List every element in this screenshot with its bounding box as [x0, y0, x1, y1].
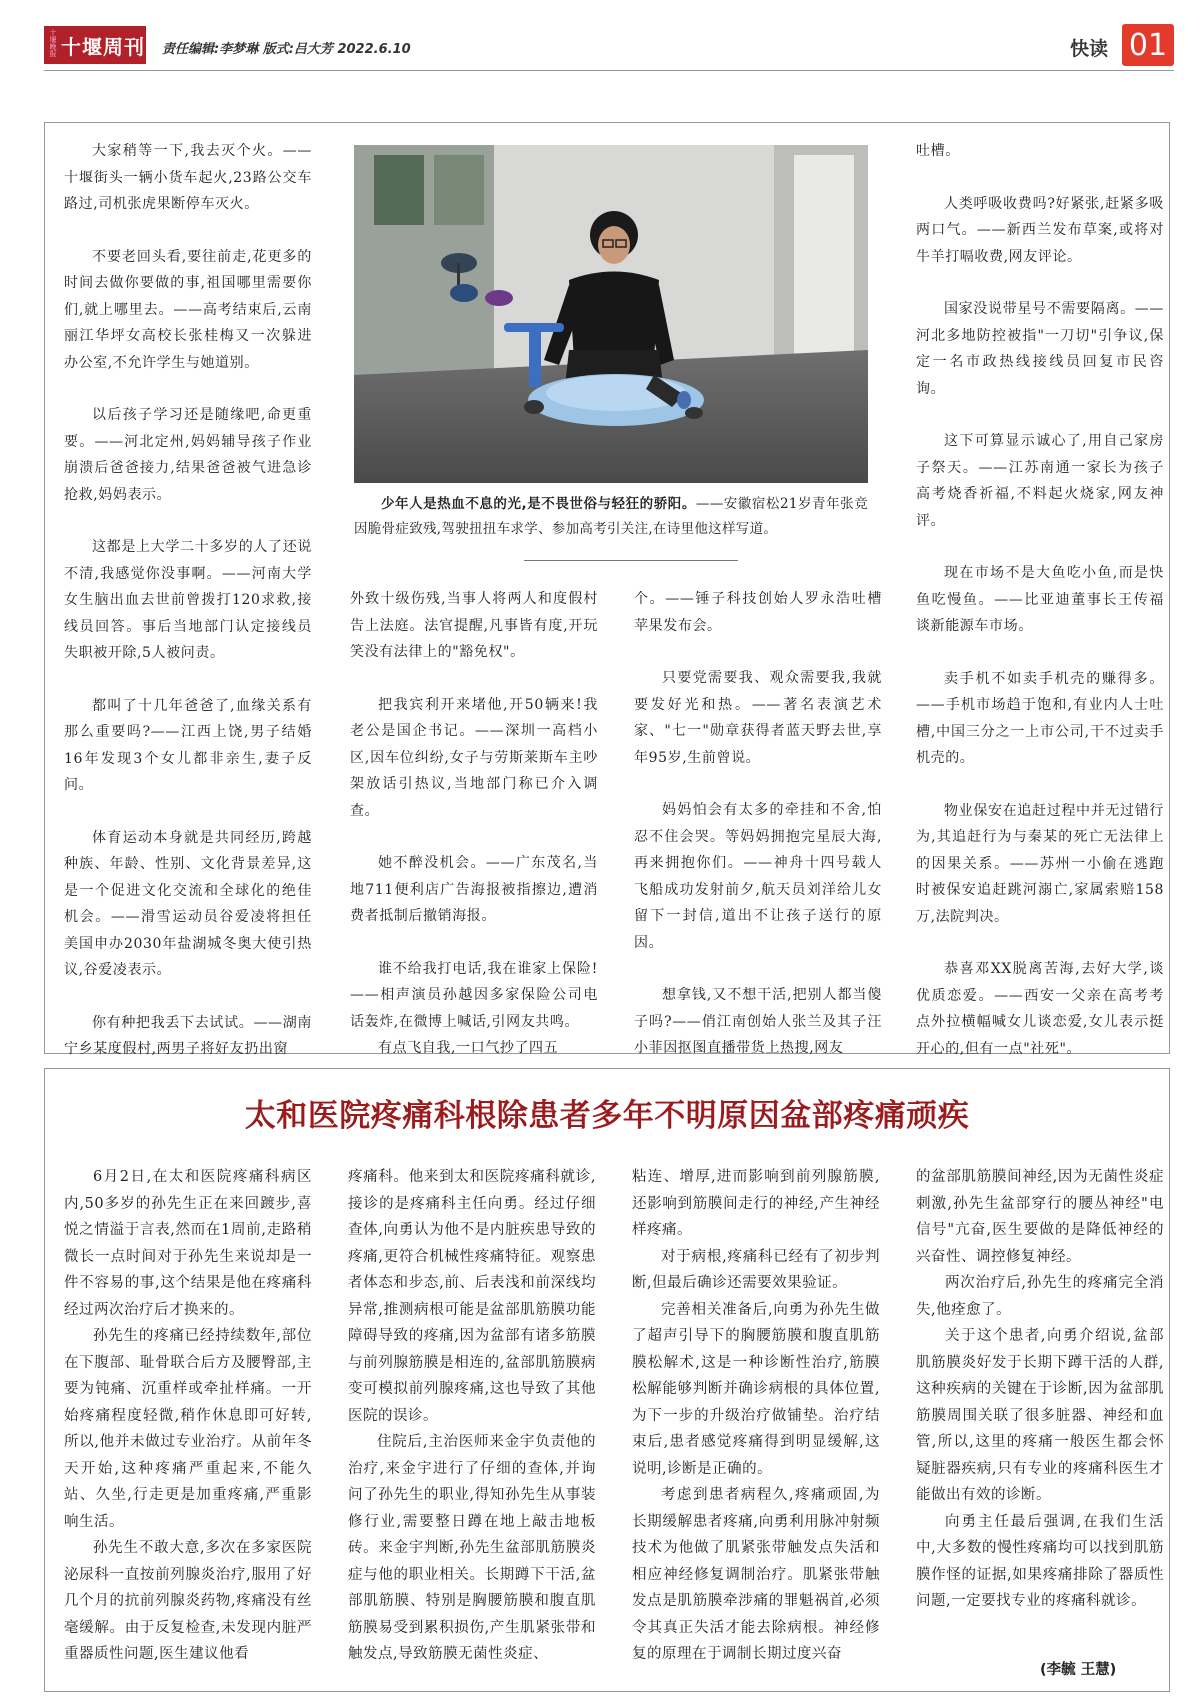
- quote-paragraph: 只要党需要我、观众需要我,我就要发好光和热。——著名表演艺术家、"七一"勋章获得者蓝天野去世,享年95岁,生前曾说。: [634, 670, 882, 766]
- article-paragraph: 的盆部肌筋膜间神经,因为无菌性炎症刺激,孙先生盆部穿行的腰丛神经"电信号"亢奋,医生要做的是降低神经的兴奋性、调控修复神经。: [916, 1169, 1164, 1265]
- masthead-logo: [44, 26, 146, 64]
- quote-paragraph: 都叫了十几年爸爸了,血缘关系有那么重要吗?——江西上饶,男子结婚16年发现3个女儿都非亲生,妻子反问。: [64, 697, 312, 793]
- photo-caption: [354, 492, 868, 542]
- quote-paragraph: 不要老回头看,要往前走,花更多的时间去做你要做的事,祖国哪里需要你们,就上哪里去。——高考结束后,云南丽江华坪女高校长张桂梅又一次躲进办公室,不允许学生与她道别。: [64, 248, 312, 371]
- quote-paragraph: 人类呼吸收费吗?好紧张,赶紧多吸两口气。——新西兰发布草案,或将对牛羊打嗝收费,网友评论。: [916, 195, 1164, 265]
- quote-paragraph: 她不醉没机会。——广东茂名,当地711便利店广告海报被指擦边,遭消费者抵制后撤销海报。: [350, 855, 598, 924]
- quote-paragraph: 这都是上大学二十多岁的人了还说不清,我感觉你没事啊。——河南大学女生脑出血去世前曾拨打120求救,接线员回答。事后当地部门认定接线员失职被开除,5人被问责。: [64, 539, 312, 661]
- article-paragraph: 孙先生的疼痛已经持续数年,部位在下腹部、耻骨联合后方及腰臀部,主要为钝痛、沉重样或牵扯样痛。一开始疼痛程度轻微,稍作休息即可好转,所以,他并未做过专业治疗。从前年冬天开始,这种疼痛严重起来,不能久站、久坐,行走更是加重疼痛,严重影响生活。: [64, 1328, 312, 1530]
- quotes-column-2: [350, 586, 598, 1088]
- quote-paragraph: 把我宾利开来堵他,开50辆来!我老公是国企书记。——深圳一高档小区,因车位纠纷,女子与劳斯莱斯车主吵架放话引热议,当地部门称已介入调查。: [350, 696, 598, 819]
- quote-paragraph: 卖手机不如卖手机壳的赚得多。——手机市场趋于饱和,有业内人士吐槽,中国三分之一上市公司,干不过卖手机壳的。: [916, 670, 1164, 766]
- quotes-column-3: [634, 586, 882, 1088]
- article-byline: (李毓 王慧): [1040, 1662, 1117, 1678]
- quote-paragraph: 恭喜邓XX脱离苦海,去好大学,谈优质恋爱。——西安一父亲在高考考点外拉横幅喊女儿谈恋爱,女儿表示挺开心的,但有一点"社死"。: [916, 961, 1164, 1057]
- article-column-4: [916, 1164, 1164, 1615]
- masthead-side-text: 十堰晚报: [49, 29, 57, 57]
- article-column-2: [348, 1164, 596, 1668]
- quote-paragraph: 妈妈怕会有太多的牵挂和不舍,怕忍不住会哭。等妈妈拥抱完星辰大海,再来拥抱你们。——神舟十四号载人飞船成功发射前夕,航天员刘洋给儿女留下一封信,道出不让孩子送行的原因。: [634, 802, 882, 951]
- quote-paragraph: 以后孩子学习还是随缘吧,命更重要。——河北定州,妈妈辅导孩子作业崩溃后爸爸接力,结果爸爸被气进急诊抢救,妈妈表示。: [64, 407, 312, 503]
- photo-boy-on-scooter: [354, 145, 868, 483]
- section-label: 快读: [1070, 38, 1109, 60]
- quote-paragraph: 体育运动本身就是共同经历,跨越种族、年龄、性别、文化背景差异,这是一个促进文化交流和全球化的绝佳机会。——滑雪运动员谷爱凌将担任美国申办2030年盐湖城冬奥大使引热议,谷爱凌表示。: [64, 829, 312, 978]
- quote-paragraph: 国家没说带星号不需要隔离。——河北多地防控被指"一刀切"引争议,保定一名市政热线接线员回复市民咨询。: [916, 301, 1164, 397]
- article-column-1: [64, 1164, 312, 1668]
- caption-divider: [524, 560, 738, 561]
- article-paragraph: 疼痛科。他来到太和医院疼痛科就诊,接诊的是疼痛科主任向勇。经过仔细查体,向勇认为他不是内脏疾患导致的疼痛,更符合机械性疼痛特征。观察患者体态和步态,前、后表浅和前深线均异常,推测病根可能是盆部肌筋膜功能障碍导致的疼痛,因为盆部有诸多筋膜与前列腺筋膜是相连的,盆部肌筋膜病变可模拟前列腺疼痛,这也导致了其他医院的误诊。: [348, 1169, 596, 1424]
- quotes-column-1: [64, 138, 312, 1089]
- article-paragraph: 关于这个患者,向勇介绍说,盆部肌筋膜炎好发于长期下蹲干活的人群,这种疾病的关键在于诊断,因为盆部肌筋膜周围关联了很多脏器、神经和血管,所以,这里的疼痛一般医生都会怀疑脏器疾病,只有专业的疼痛科医生才能做出有效的诊断。: [916, 1328, 1164, 1503]
- article-paragraph: 住院后,主治医师来金宇负责他的治疗,来金宇进行了仔细的查体,并询问了孙先生的职业,得知孙先生从事装修行业,需要整日蹲在地上敲击地板砖。来金宇判断,孙先生盆部肌筋膜炎症与他的职业相关。长期蹲下干活,盆部肌筋膜、特别是胸腰筋膜和腹直肌筋膜易受到累积损伤,产生肌紧张带和触发点,导致筋膜无菌性炎症、: [348, 1434, 596, 1662]
- editor-info: 责任编辑:李梦琳 版式:吕大芳 2022.6.10: [162, 42, 411, 57]
- header-divider: [44, 70, 1174, 71]
- article-title: 太和医院疼痛科根除患者多年不明原因盆部疼痛顽疾: [244, 1098, 970, 1134]
- page-number: 01: [1122, 24, 1174, 66]
- article-column-3: [632, 1164, 880, 1668]
- masthead-title: 十堰周刊: [61, 34, 145, 59]
- quote-paragraph: 物业保安在追赶过程中并无过错行为,其追赶行为与秦某的死亡无法律上的因果关系。——苏州一小偷在逃跑时被保安追赶跳河溺亡,家属索赔158万,法院判决。: [916, 802, 1164, 925]
- quote-paragraph: 你有种把我丢下去试试。——湖南宁乡某度假村,两男子将好友扔出窗: [64, 1014, 312, 1057]
- article-paragraph: 考虑到患者病程久,疼痛顽固,为长期缓解患者疼痛,向勇利用脉冲射频技术为他做了肌紧张带触发点失活和相应神经修复调制治疗。肌紧张带触发点是肌筋膜牵涉痛的罪魁祸首,必须令其真正失活才能去除病根。神经修复的原理在于调制长期过度兴奋: [632, 1487, 880, 1662]
- article-paragraph: 孙先生不敢大意,多次在多家医院泌尿科一直按前列腺炎治疗,服用了好几个月的抗前列腺炎药物,疼痛没有丝毫缓解。由于反复检查,未发现内脏严重器质性问题,医生建议他看: [64, 1540, 312, 1662]
- article-paragraph: 向勇主任最后强调,在我们生活中,大多数的慢性疼痛均可以找到肌筋膜作怪的证据,如果疼痛排除了器质性问题,一定要找专业的疼痛科就诊。: [916, 1513, 1164, 1609]
- article-paragraph: 6月2日,在太和医院疼痛科病区内,50多岁的孙先生正在来回踱步,喜悦之情溢于言表,然而在1周前,走路稍微长一点时间对于孙先生来说却是一件不容易的事,这个结果是他在疼痛科经过两次治疗后才换来的。: [64, 1169, 312, 1318]
- quote-paragraph: 大家稍等一下,我去灭个火。——十堰街头一辆小货车起火,23路公交车路过,司机张虎果断停车灭火。: [64, 143, 312, 212]
- caption-bold: 少年人是热血不息的光,是不畏世俗与轻狂的骄阳。: [381, 496, 696, 512]
- article-paragraph: 完善相关准备后,向勇为孙先生做了超声引导下的胸腰筋膜和腹直肌筋膜松解术,这是一种诊断性治疗,筋膜松解能够判断并确诊病根的具体位置,为下一步的升级治疗做铺垫。治疗结束后,患者感觉疼痛得到明显缓解,这说明,诊断是正确的。: [632, 1301, 880, 1477]
- quote-paragraph: 现在市场不是大鱼吃小鱼,而是快鱼吃慢鱼。——比亚迪董事长王传福谈新能源车市场。: [916, 565, 1164, 634]
- quote-paragraph: 个。——锤子科技创始人罗永浩吐槽苹果发布会。: [634, 591, 882, 634]
- caption-text: ——安徽宿松21岁青年张竞因脆骨症致残,驾驶扭扭车求学、参加高考引关注,在诗里他这样写道。: [354, 496, 869, 537]
- article-paragraph: 两次治疗后,孙先生的疼痛完全消失,他痊愈了。: [916, 1275, 1164, 1318]
- quote-paragraph: 吐槽。: [916, 143, 960, 159]
- quotes-column-4: [916, 138, 1164, 1088]
- article-paragraph: 对于病根,疼痛科已经有了初步判断,但最后确诊还需要效果验证。: [632, 1248, 880, 1291]
- quote-paragraph: 有点飞自我,一口气抄了四五: [378, 1040, 559, 1056]
- quote-paragraph: 想拿钱,又不想干活,把别人都当傻子吗?——俏江南创始人张兰及其子汪小菲因抠图直播带货上热搜,网友: [634, 987, 882, 1056]
- article-paragraph: 粘连、增厚,进而影响到前列腺筋膜,还影响到筋膜间走行的神经,产生神经样疼痛。: [632, 1169, 880, 1238]
- quote-paragraph: 这下可算显示诚心了,用自己家房子祭天。——江苏南通一家长为孩子高考烧香祈福,不料起火烧家,网友神评。: [916, 433, 1164, 529]
- quote-paragraph: 谁不给我打电话,我在谁家上保险!——相声演员孙越因多家保险公司电话轰炸,在微博上喊话,引网友共鸣。: [350, 960, 598, 1030]
- quote-paragraph: 外致十级伤残,当事人将两人和度假村告上法庭。法官提醒,凡事皆有度,开玩笑没有法律上的"豁免权"。: [350, 591, 598, 660]
